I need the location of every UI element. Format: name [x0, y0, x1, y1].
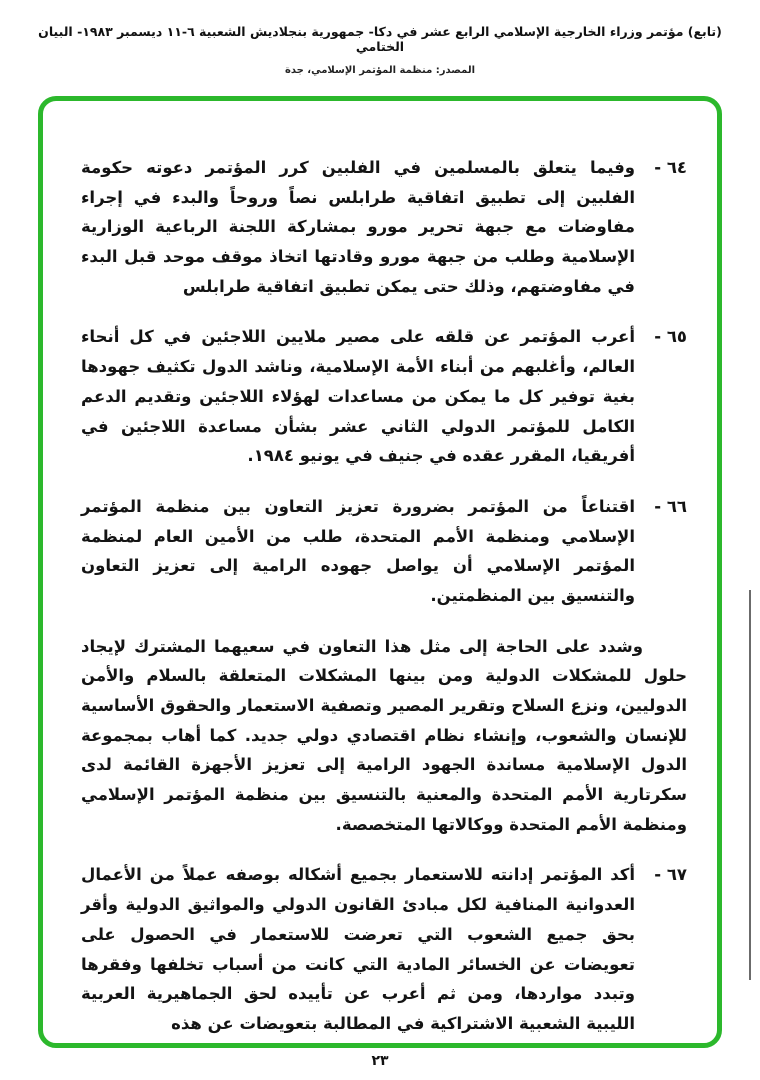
paragraph-66-number: ٦٦ - [654, 496, 687, 516]
paragraph-67-number: ٦٧ - [654, 865, 687, 885]
paragraph-66-text: اقتناعاً من المؤتمر بضرورة تعزيز التعاون بين منظمة المؤتمر الإسلامي ومنظمة الأمم المتحدة، طلب من الأمين العام لمنظمة المؤتمر الإسلامي أن يواصل جهوده الرامية إلى تعزيز التعاون والتنسيق بين المنظمتين. [81, 496, 635, 605]
paragraph-67-text: أكد المؤتمر إدانته للاستعمار بجميع أشكاله بوصفه عملاً من الأعمال العدوانية المنافية لكل مبادئ القانون الدولي والمواثيق الدولية وأقر بحق جميع الشعوب التي تعرضت للاستعمار في الحصول على تعويضات عن الخسائر المادية التي كانت من أسباب تخلفها وفقرها وتبدد مواردها، ومن ثم أعرب عن تأييده لحق الجماهيرية العربية الليبية الشعبية الاشتراكية في المطالبة بتعويضات عن هذه [81, 865, 635, 1033]
paragraph-66-continuation: وشدد على الحاجة إلى مثل هذا التعاون في سعيهما المشترك لإيجاد حلول للمشكلات الدولية ومن بينها المشكلات المتعلقة بالسلام والأمن الدوليين، ونزع السلاح وتقرير المصير وتصفية الاستعمار والحقوق الأساسية للإنسان والشعوب، وإنشاء نظام اقتصادي دولي جديد. كما أهاب بمجموعة الدول الإسلامية مساندة الجهود الرامية إلى تعزيز الأجهزة القائمة لدى سكرتارية الأمم المتحدة والمعنية بالتنسيق بين منظمة المؤتمر الإسلامي ومنظمة الأمم المتحدة ووكالاتها المتخصصة. [81, 636, 687, 834]
document-header [0, 0, 760, 76]
paragraph-65 [81, 322, 687, 470]
document-body [43, 101, 717, 1048]
paragraph-65-text: أعرب المؤتمر عن قلقه على مصير ملايين اللاجئين في كل أنحاء العالم، وأغلبهم من أبناء الأمة الإسلامية، وناشد الدول تكثيف جهودها بغية توفير كل ما يمكن من مساعدات لهؤلاء اللاجئين وتقديم الدعم الكامل للمؤتمر الدولي الثاني عشر بشأن مساعدة اللاجئين في أفريقيا، المقرر عقده في جنيف في يونيو ١٩٨٤. [81, 327, 635, 466]
page-number: ٢٣ [371, 1053, 389, 1069]
paragraph-67 [81, 860, 687, 1038]
document-title: (تابع) مؤتمر وزراء الخارجية الإسلامي الرابع عشر في دكا- جمهورية بنجلاديش الشعبية ٦-١١ ديسمبر ١٩٨٣- البيان الختامي [38, 24, 722, 54]
paragraph-64 [81, 153, 687, 301]
scan-artifact-line [749, 590, 751, 980]
paragraph-64-number: ٦٤ - [654, 158, 687, 177]
paragraph-65-number: ٦٥ - [654, 327, 687, 347]
paragraph-66 [81, 492, 687, 611]
document-source: المصدر: منظمة المؤتمر الإسلامي، جدة [284, 65, 476, 76]
paragraph-64-text: وفيما يتعلق بالمسلمين في الفلبين كرر المؤتمر دعوته حكومة الفلبين إلى تطبيق اتفاقية طرابلس نصاً وروحاً والبدء في إجراء مفاوضات مع جبهة تحرير مورو بمشاركة اللجنة الرباعية الوزارية الإسلامية وطلب من جبهة مورو وقادتها اتخاذ موقف موحد قبل البدء في مفاوضتهم، وذلك حتى يمكن تطبيق اتفاقية طرابلس [81, 158, 635, 296]
content-frame [38, 96, 722, 1048]
